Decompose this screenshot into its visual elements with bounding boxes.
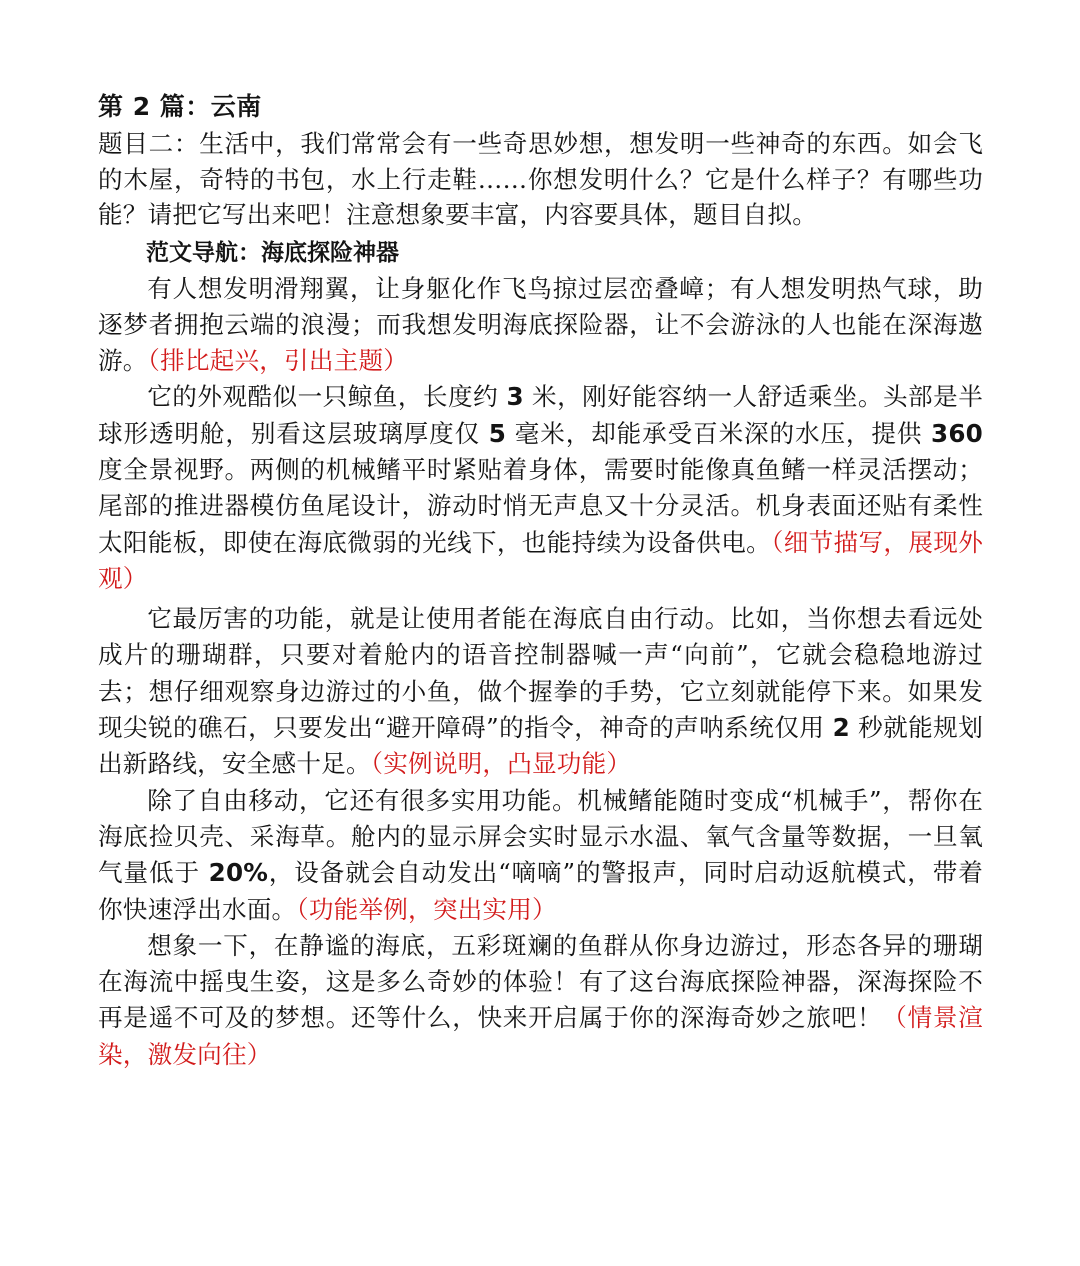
annotation-note: （功能举例，突出实用） bbox=[296, 894, 557, 924]
essay-page bbox=[98, 88, 983, 1073]
paragraph-text: 想象一下，在静谧的海底，五彩斑斓的鱼群从你身边游过，形态各异的珊瑚在海流中摇曳生姿，这是多么奇妙的体验！有了这台海底探险神器，深海探险不再是遥不可及的梦想。还等什么，快来开启属于你的深海奇妙之旅吧！ bbox=[98, 930, 983, 1033]
paragraph-text: 秒就能规划出新路线，安全感十足。 bbox=[98, 713, 983, 779]
paragraph-function bbox=[98, 601, 983, 782]
essay-prompt: 题目二：生活中，我们常常会有一些奇思妙想，想发明一些神奇的东西。如会飞的木屋，奇特的书包，水上行走鞋……你想发明什么？它是什么样子？有哪些功能？请把它写出来吧！注意想象要丰富，内容要具体，题目自拟。 bbox=[98, 129, 983, 229]
article-heading: 第 2 篇：云南 bbox=[98, 92, 262, 121]
paragraph-text: 它的外观酷似一只鲸鱼，长度约 bbox=[147, 382, 507, 412]
number-value: 20% bbox=[208, 858, 269, 888]
paragraph-text: 米，刚好能容纳一人舒适乘坐。头部是半球形透明舱，别看这层玻璃厚度仅 bbox=[98, 382, 983, 448]
annotation-note: （情景渲染，激发向往） bbox=[98, 1003, 983, 1069]
paragraph-appearance bbox=[98, 379, 983, 597]
paragraph-text: 它最厉害的功能，就是让使用者能在海底自由行动。比如，当你想去看远处成片的珊瑚群，只要对着舱内的语音控制器喊一声“向前”，它就会稳稳地游过去；想仔细观察身边游过的小鱼，做个握拳的手势，它立刻就能停下来。如果发现尖锐的礁石，只要发出“避开障碍”的指令，神奇的声呐系统仅用 bbox=[98, 604, 983, 743]
paragraph-conclusion bbox=[98, 928, 983, 1073]
number-value: 360 bbox=[931, 418, 983, 448]
annotation-note: （细节描写，展现外观） bbox=[98, 527, 983, 593]
paragraph-text: 毫米，却能承受百米深的水压，提供 bbox=[506, 418, 932, 448]
paragraph-text: 除了自由移动，它还有很多实用功能。机械鳍能随时变成“机械手”，帮你在海底捡贝壳、采海草。舱内的显示屏会实时显示水温、氧气含量等数据，一旦氧气量低于 bbox=[98, 785, 983, 888]
paragraph-text: 有人想发明滑翔翼，让身躯化作飞鸟掠过层峦叠嶂；有人想发明热气球，助逐梦者拥抱云端的浪漫；而我想发明海底探险器，让不会游泳的人也能在深海遨游。 bbox=[98, 273, 983, 376]
sample-essay-title: 范文导航：海底探险神器 bbox=[146, 239, 399, 266]
number-value: 5 bbox=[488, 418, 507, 448]
number-value: 2 bbox=[832, 713, 850, 743]
number-value: 3 bbox=[506, 382, 524, 412]
paragraph-intro bbox=[98, 271, 983, 380]
annotation-note: （实例说明，凸显功能） bbox=[370, 749, 632, 779]
paragraph-practical bbox=[98, 783, 983, 928]
paragraph-text: ，设备就会自动发出“嘀嘀”的警报声，同时启动返航模式，带着你快速浮出水面。 bbox=[98, 858, 983, 924]
annotation-note: （排比起兴，引出主题） bbox=[147, 346, 409, 376]
paragraph-text: 度全景视野。两侧的机械鳍平时紧贴着身体，需要时能像真鱼鳍一样灵活摆动；尾部的推进器模仿鱼尾设计，游动时悄无声息又十分灵活。机身表面还贴有柔性太阳能板，即使在海底微弱的光线下，也能持续为设备供电。 bbox=[98, 454, 983, 557]
